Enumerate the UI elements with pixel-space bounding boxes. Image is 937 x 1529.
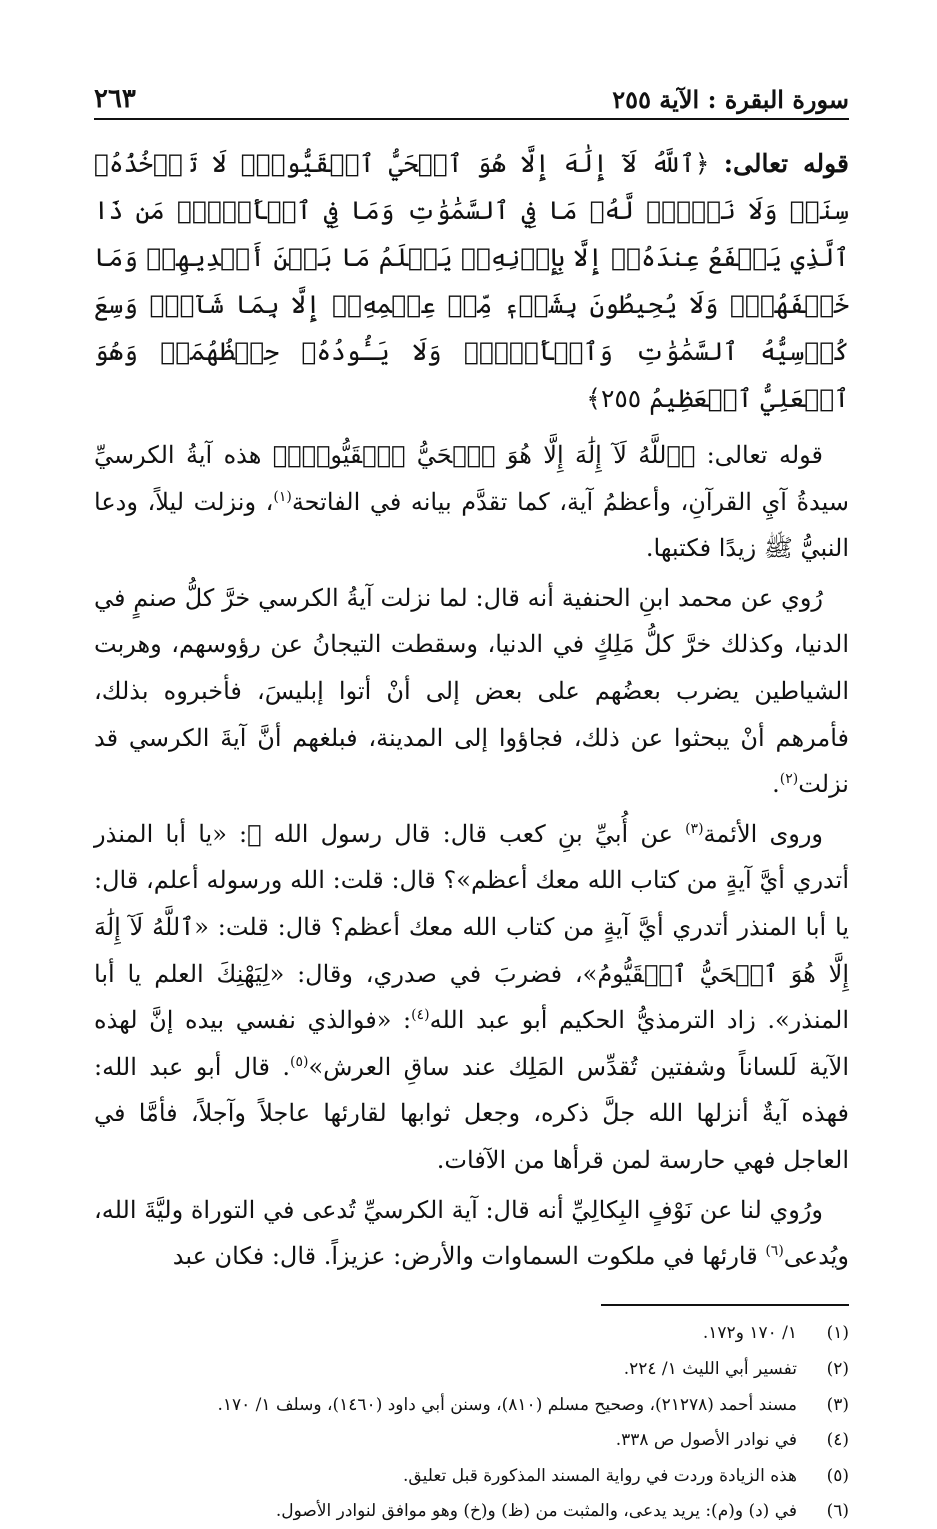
quran-verse-block [94,140,849,422]
footnote-text: ١/ ١٧٠ و١٧٢. [702,1323,797,1344]
paragraph-text: قوله تعالى: ﴿ٱللَّهُ لَآ إِلَٰهَ إِلَّا هُوَ ٱلۡحَيُّ ٱلۡقَيُّومُۚ﴾ هذه آيةُ الكرسيِّ سيدةُ آيِ القرآنِ، وأعظمُ آية، كما تقدَّم بيانه في الفاتحة [94,441,850,516]
paragraph-3 [94,811,849,1184]
paragraph-text: قارئها في ملكوت السماوات والأرض: عزيزاً. قال: فكان عبد [172,1242,766,1271]
footnote-number: (٤) [826,1430,849,1451]
footnote-number: (٢) [826,1359,849,1380]
footnote-number: (٦) [826,1501,849,1522]
footnote-ref: (٤) [411,1007,430,1024]
footnote-text: هذه الزيادة وردت في رواية المسند المذكورة قبل تعليق. [403,1465,797,1486]
footnote-number: (١) [826,1323,849,1344]
footnotes [94,1316,849,1529]
footnote-text: مسند أحمد (٢١٢٧٨)، وصحيح مسلم (٨١٠)، وسنن أبي داود (١٤٦٠)، وسلف ١/ ١٧٠. [217,1394,797,1415]
footnote-ref: (٢) [779,771,799,788]
footnote-text: تفسير أبي الليث ١/ ٢٢٤. [623,1359,797,1380]
footnote-ref: (٣) [685,820,704,837]
paragraph-1 [94,432,849,572]
footnote-ref: (١) [273,488,292,505]
footnote-ref: (٦) [765,1243,784,1260]
page-header [94,78,849,120]
footnote-item [94,1494,849,1529]
paragraph-text: . [772,770,780,799]
footnote-number: (٥) [826,1465,849,1486]
footnote-item [94,1351,849,1387]
footnote-text: في (د) و(م): يريد يدعى، والمثبت من (ظ) و(خ) وهو موافق لنوادر الأصول. [275,1501,797,1522]
footnote-item [94,1458,849,1494]
paragraph-text: وروى الأئمة [703,819,823,848]
paragraph-text: . قال أبو عبد الله: فهذه آيةٌ أنزلها الله جلَّ ذكره، وجعل ثوابها لقارئها عاجلاً وآجلاً، فأمَّا في العاجل فهي حارسة لمن قرأها من الآفات. [94,1052,849,1174]
page-number: ٢٦٣ [94,84,136,114]
paragraph-2 [94,575,849,808]
footnote-item [94,1387,849,1423]
paragraph-text: عن أُبيِّ بنِ كعب قال: قال رسول الله ﷺ: «يا أبا المنذر أتدري أيَّ آيةٍ من كتاب الله معك أعظم»؟ قال: قلت: الله ورسوله أعلم، قال: يا أبا المنذر أتدري أيَّ آيةٍ من كتاب الله معك أعظم؟ قال: قلت: «ٱللَّهُ لَآ إِلَٰهَ إِلَّا هُوَ ٱلۡحَيُّ ٱلۡقَيُّومُ»، فضربَ في صدري، وقال: «لِيَهْنِكَ العلم يا أبا المنذر». زاد الترمذيُّ الحكيم أبو عبد الله [94,819,849,1035]
footnote-item [94,1316,849,1352]
verse-text: ﴿ٱللَّهُ لَآ إِلَٰهَ إِلَّا هُوَ ٱلۡحَيُّ ٱلۡقَيُّومُۚ لَا تَأۡخُذُهُۥ سِنَةٞ وَلَا نَوۡمٞۚ لَّهُۥ مَا فِي ٱلسَّمَٰوَٰتِ وَمَا فِي ٱلۡأَرۡضِۗ مَن ذَا ٱلَّذِي يَشۡفَعُ عِندَهُۥٓ إِلَّا بِإِذۡنِهِۦۚ يَعۡلَمُ مَا بَيۡنَ أَيۡدِيهِمۡ وَمَا خَلۡفَهُمۡۖ وَلَا يُحِيطُونَ بِشَيۡءٖ مِّنۡ عِلۡمِهِۦٓ إِلَّا بِمَا شَآءَۚ وَسِعَ كُرۡسِيُّهُ ٱلسَّمَٰوَٰتِ وَٱلۡأَرۡضَۖ وَلَا يَـُٔودُهُۥ حِفۡظُهُمَاۚ وَهُوَ ٱلۡعَلِيُّ ٱلۡعَظِيمُ ٢٥٥﴾ [94,149,849,413]
paragraph-4 [94,1187,849,1280]
paragraph-text: ورُوي لنا عن نَوْفٍ البِكالِيِّ أنه قال: آية الكرسيِّ تُدعى في التوراة وليَّةَ الله، ويُدعى [94,1195,849,1271]
paragraph-text: ، ونزلت ليلاً، ودعا النبيُّ ﷺ زيدًا فكتبها. [94,487,849,563]
chapter-title: سورة البقرة : الآية ٢٥٥ [612,85,849,114]
footnote-number: (٣) [826,1394,849,1415]
footnote-ref: (٥) [289,1053,309,1070]
footnote-item [94,1422,849,1458]
paragraph-text: رُوي عن محمد ابنِ الحنفية أنه قال: لما نزلت آيةُ الكرسي خرَّ كلُّ صنمٍ في الدنيا، وكذلك خرَّ كلُّ مَلِكٍ في الدنيا، وسقطت التيجانُ عن رؤوسهم، وهربت الشياطين يضرب بعضُهم على بعض إلى أنْ أتوا إبليسَ، فأخبروه بذلك، فأمرهم أنْ يبحثوا عن ذلك، فجاؤوا إلى المدينة، فبلغهم أنَّ آيةَ الكرسي قد نزلت [94,583,849,799]
footnote-separator [601,1304,849,1306]
footnote-text: في نوادر الأصول ص ٣٣٨. [615,1430,797,1451]
paragraph-text: : «فوالذي نفسي بيده إنَّ لهذه الآية لَلساناً وشفتين تُقدِّس المَلِك عند ساقِ العرش» [94,1006,849,1081]
verse-lead: قوله تعالى: [723,149,849,178]
